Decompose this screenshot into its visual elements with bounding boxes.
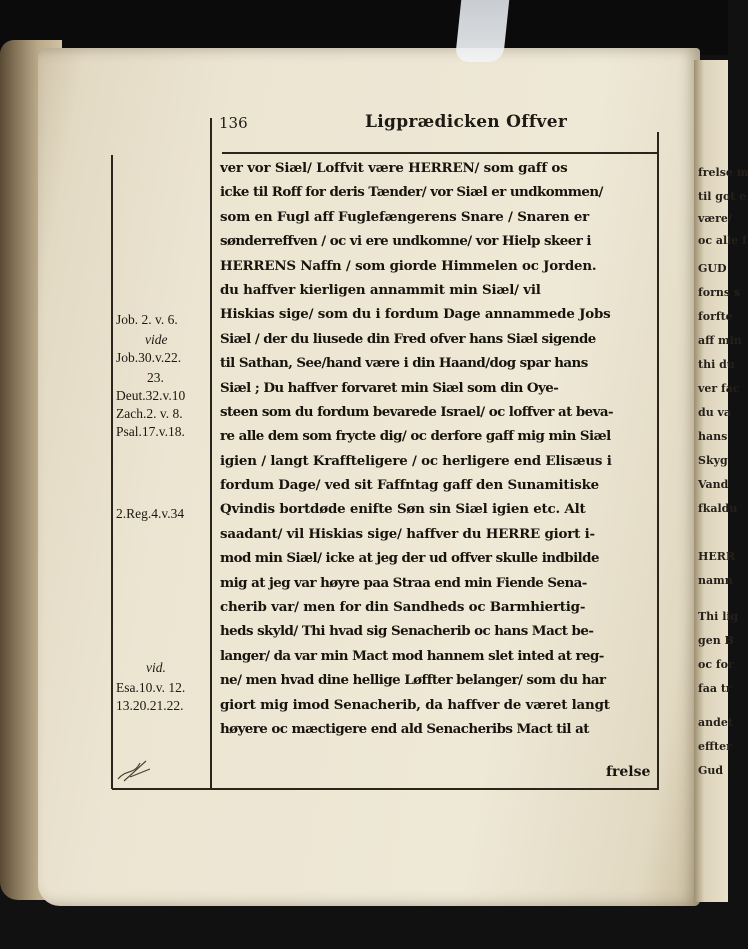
facing-page-fragment: HERR — [698, 550, 736, 563]
facing-page-fragment: andet — [698, 716, 733, 729]
margin-note: Job.30.v.22. — [116, 350, 182, 365]
margin-note: vid. — [146, 660, 166, 675]
facing-page-fragment: Gud — [698, 764, 724, 777]
facing-page-fragment: faa tr — [698, 682, 732, 695]
text-line: mig at jeg var høyre paa Straa end min Fiende Sena- — [220, 574, 587, 591]
text-line: mod min Siæl/ icke at jeg der ud offver skulle indbilde — [220, 550, 599, 567]
margin-note: Deut.32.v.10 — [116, 388, 186, 403]
text-line: langer/ da var min Mact mod hannem slet inted at reg- — [220, 647, 604, 664]
facing-page-fragment: Thi lig — [698, 610, 739, 623]
facing-page-fragment: oc for — [698, 658, 734, 671]
text-line: re alle dem som frycte dig/ oc derfore gaff mig min Siæl — [220, 428, 611, 445]
facing-page-fragment: til got e — [698, 190, 747, 203]
facing-page-fragment: forns s — [698, 286, 741, 299]
ink-flourish-icon — [116, 755, 158, 783]
running-head — [215, 112, 655, 136]
margin-rule-right — [210, 118, 212, 789]
facing-page-fragment: fkaldu — [698, 502, 738, 515]
catchword: frelse — [606, 764, 651, 780]
facing-page-fragment: du va — [698, 406, 732, 419]
page-number: 136 — [219, 114, 248, 132]
text-line: ver vor Siæl/ Loffvit være HERREN/ som gaff os — [220, 160, 568, 176]
text-line: igien / langt Kraffteligere / oc herligere end Elisæus i — [220, 452, 612, 469]
margin-note: Zach.2. v. 8. — [116, 406, 183, 421]
text-line: HERRENS Naffn / som giorde Himmelen oc Jorden. — [220, 257, 597, 274]
text-line: giort mig imod Senacherib, da haffver de været langt — [220, 696, 610, 713]
text-line: fordum Dage/ ved sit Faffntag gaff den Sunamitiske — [220, 477, 599, 494]
text-rule-right — [657, 132, 659, 790]
bookmark-ribbon — [455, 0, 510, 62]
main-text-block — [220, 156, 656, 741]
margin-note: 2.Reg.4.v.34 — [116, 506, 185, 521]
margin-note: Job. 2. v. 6. — [116, 312, 178, 327]
facing-page-fragment: namn — [698, 574, 733, 587]
text-line: Siæl ; Du haffver forvaret min Siæl som din Oye- — [220, 379, 559, 396]
text-line: Siæl / der du liusede din Fred ofver hans Siæl sigende — [220, 330, 596, 347]
margin-note: Esa.10.v. 12. — [116, 680, 186, 695]
facing-page-fragment: oc alle f — [698, 234, 747, 247]
bottom-rule — [112, 788, 658, 790]
facing-page-fragment: GUD — [698, 262, 727, 275]
text-line: du haffver kierligen annammit min Siæl/ vil — [220, 281, 541, 298]
text-line: icke til Roff for deris Tænder/ vor Siæl er undkommen/ — [220, 184, 603, 201]
text-line: heds skyld/ Thi hvad sig Senacherib oc hans Mact be- — [220, 623, 594, 640]
text-line: til Sathan, See/hand være i din Haand/dog spar hans — [220, 355, 588, 372]
margin-note: vide — [145, 332, 168, 347]
facing-page-fragment: frelse m — [698, 166, 748, 179]
text-line: Hiskias sige/ som du i fordum Dage annammede Jobs — [220, 306, 611, 323]
facing-page-fragment: forfte — [698, 310, 733, 323]
facing-page-fragment: thi du — [698, 358, 735, 371]
text-line: som en Fugl aff Fuglefængerens Snare / Snaren er — [220, 208, 590, 225]
facing-page-fragment: effter — [698, 740, 732, 753]
facing-page-fragment: Vand — [698, 478, 729, 491]
facing-page-fragment: hans — [698, 430, 728, 443]
margin-note: 23. — [147, 370, 164, 385]
facing-page-fragment: være/ — [698, 212, 732, 225]
top-rule — [222, 152, 658, 154]
margin-note: 13.20.21.22. — [116, 698, 184, 713]
facing-page-fragment: gen B — [698, 634, 734, 647]
running-title: Ligprædicken Offver — [365, 112, 568, 132]
text-line: cherib var/ men for din Sandheds oc Barmhiertig- — [220, 599, 586, 616]
text-line: steen som du fordum bevarede Israel/ oc loffver at beva- — [220, 403, 613, 420]
text-line: høyere oc mæctigere end ald Senacheribs Mact til at — [220, 720, 589, 737]
dark-background — [0, 0, 728, 55]
margin-note: Psal.17.v.18. — [116, 424, 185, 439]
text-line: saadant/ vil Hiskias sige/ haffver du HERRE giort i- — [220, 525, 595, 542]
text-line: sønderreffven / oc vi ere undkomne/ vor Hielp skeer i — [220, 233, 591, 250]
facing-page-fragment: ver fac — [698, 382, 740, 395]
text-line: ne/ men hvad dine hellige Løffter belanger/ som du har — [220, 672, 606, 689]
margin-rule-left — [111, 155, 113, 789]
facing-page-fragment: Skyg — [698, 454, 728, 467]
facing-page-fragment: aff min — [698, 334, 742, 347]
text-line: Qvindis bortdøde enifte Søn sin Siæl igien etc. Alt — [220, 501, 586, 518]
